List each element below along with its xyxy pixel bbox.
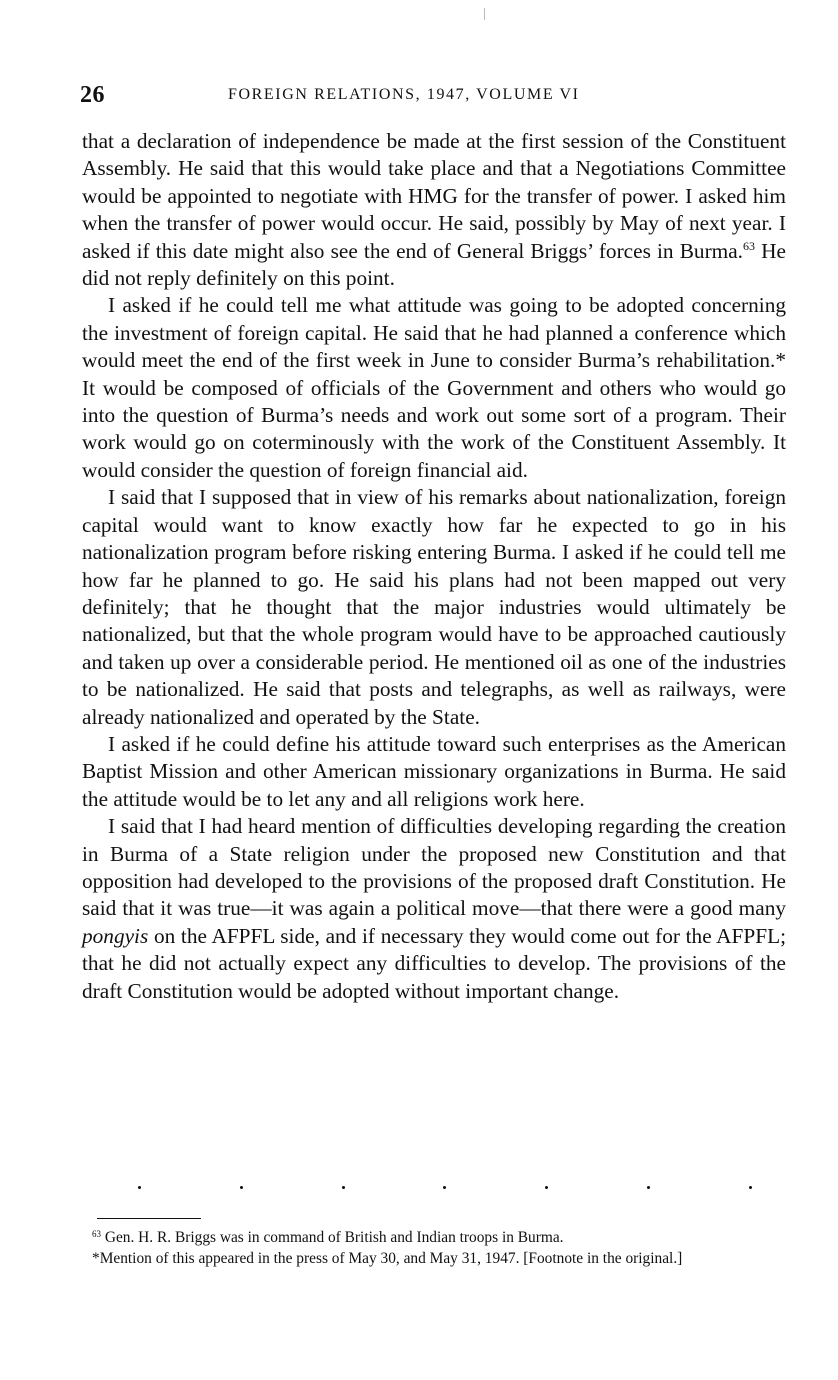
ellipsis-dot	[138, 1186, 141, 1189]
ellipsis-dot	[749, 1186, 752, 1189]
ellipsis-dot	[647, 1186, 650, 1189]
paragraph-4: I asked if he could define his attitude toward such enterprises as the American Baptist Mission and other American missionary organizations in Burma. He said the attitude would be to let any and all religions work here.	[82, 731, 786, 811]
running-header	[80, 82, 800, 112]
ellipsis-dot	[443, 1186, 446, 1189]
footnote-63-marker: 63	[92, 1229, 101, 1239]
footnote-63	[92, 1228, 796, 1249]
paragraph-1-tail: He did not reply definitely on this point.	[82, 238, 786, 291]
footnote-star: *Mention of this appeared in the press of May 30, and May 31, 1947. [Footnote in the original.]	[92, 1249, 683, 1267]
paragraph-1-text: that a declaration of independence be made at the first session of the Constituent Assembly. He said that this would take place and that a Negotiations Committee would be appointed to negotiate with HMG for the transfer of power. I asked him when the transfer of power would occur. He said, possibly by May of next year. I asked if this date might also see the end of General Briggs’ forces in Burma.	[82, 129, 786, 263]
footnote-divider	[97, 1218, 201, 1219]
paragraph-5-text-a: I said that I had heard mention of difficulties developing regarding the creation in Burma of a State religion under the proposed new Constitution and that opposition had developed to the provisions of the proposed draft Constitution. He said that it was true—it was again a political move—that there were a good many	[82, 814, 786, 921]
paragraph-5	[82, 813, 786, 1005]
running-title: FOREIGN RELATIONS, 1947, VOLUME VI	[228, 86, 580, 103]
footnote-ref-63: 63	[743, 238, 755, 253]
footnotes	[92, 1228, 796, 1269]
paragraph-1	[82, 128, 786, 292]
scan-mark	[484, 8, 485, 20]
paragraph-5-italic-term: pongyis	[82, 923, 149, 948]
omission-ellipsis	[138, 1186, 752, 1189]
paragraph-5-text-b: on the AFPFL side, and if necessary they would come out for the AFPFL; that he did not actually expect any difficulties to develop. The provisions of the draft Constitution would be adopted without important change.	[82, 923, 786, 1003]
page-number: 26	[80, 82, 105, 108]
ellipsis-dot	[240, 1186, 243, 1189]
footnote-63-text: Gen. H. R. Briggs was in command of British and Indian troops in Burma.	[101, 1229, 564, 1246]
paragraph-3: I said that I supposed that in view of his remarks about nationalization, foreign capital would want to know exactly how far he expected to go in his nationalization program before risking entering Burma. I asked if he could tell me how far he planned to go. He said his plans had not been mapped out very definitely; that he thought that the major industries would ultimately be nationalized, but that the whole program would have to be approached cautiously and taken up over a considerable period. He mentioned oil as one of the industries to be nationalized. He said that posts and telegraphs, as well as railways, were already nationalized and operated by the State.	[82, 485, 786, 729]
paragraph-2: I asked if he could tell me what attitude was going to be adopted concerning the investment of foreign capital. He said that he had planned a conference which would meet the end of the first week in June to consider Burma’s rehabilitation.* It would be composed of officials of the Government and others who would go into the question of Burma’s needs and work out some sort of a program. Their work would go on coterminously with the work of the Constituent Assembly. It would consider the question of foreign financial aid.	[82, 293, 786, 482]
body-text	[82, 128, 786, 1005]
ellipsis-dot	[545, 1186, 548, 1189]
ellipsis-dot	[342, 1186, 345, 1189]
